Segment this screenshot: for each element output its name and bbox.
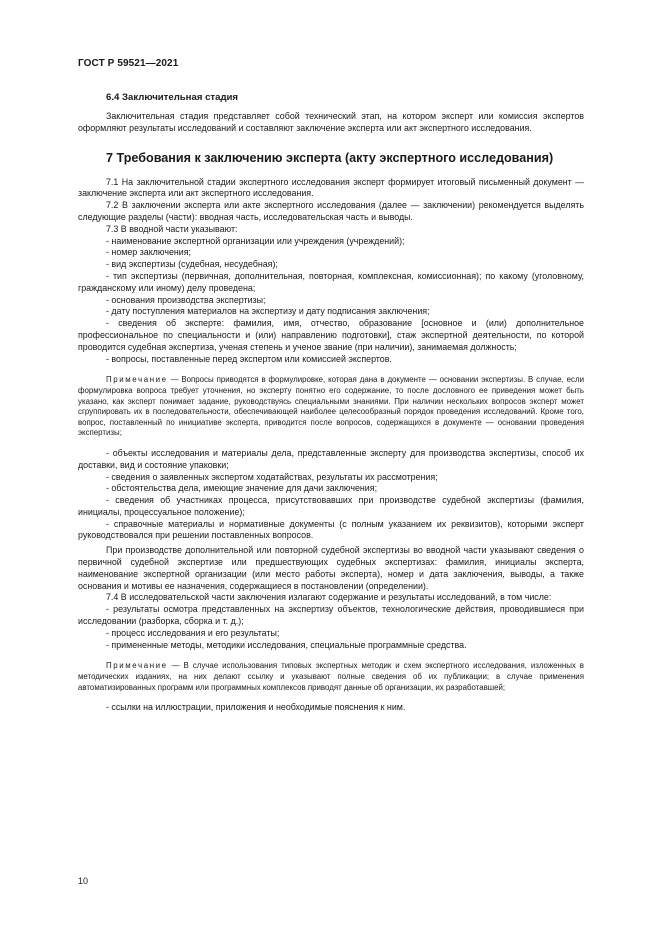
- list-item: - основания производства экспертизы;: [106, 294, 266, 305]
- note-label: Примечание: [106, 661, 168, 671]
- list-item: - дату поступления материалов на экспертизу и дату подписания заключения;: [106, 306, 430, 317]
- paragraph-7-2: 7.2 В заключении эксперта или акте экспертного исследования (далее — заключении) рекомендуется выделять следующие разделы (части): вводная часть, исследовательская часть и выводы.: [78, 200, 584, 222]
- page-body: [78, 92, 584, 714]
- paragraph-7-4: 7.4 В исследовательской части заключения излагают содержание и результаты исследований, в том числе:: [106, 592, 552, 603]
- list-item: - номер заключения;: [106, 247, 192, 258]
- page-number: 10: [78, 876, 89, 886]
- list-item: - тип экспертизы (первичная, дополнительная, повторная, комплексная, комиссионная); по какому (уголовному, гражданскому или иному) делу проведена;: [78, 270, 584, 293]
- list-item: - сведения об эксперте: фамилия, имя, отчество, образование [основное и (или) дополнительное профессиональное по специальности и (или) направлению подготовки], стаж экспертной деятельности, по которой проводится судебная экспертиза, ученая степень и ученое звание (при наличии), занимаемая должность;: [78, 318, 584, 352]
- list-item: - вопросы, поставленные перед экспертом или комиссией экспертов.: [106, 353, 392, 364]
- list-item: - объекты исследования и материалы дела, представленные эксперту для производства экспертизы, способ их доставки, вид и состояние упаковки;: [78, 447, 584, 470]
- list-item: - обстоятельства дела, имеющие значение для дачи заключения;: [106, 483, 378, 494]
- section-7-heading: 7 Требования к заключению эксперта (акту экспертного исследования): [106, 150, 554, 165]
- section-6-4-paragraph: Заключительная стадия представляет собой технический этап, на котором эксперт или комиссия экспертов оформляют результаты исследований и составляют заключение эксперта или акт экспертного исследования.: [78, 111, 584, 133]
- list-item: - сведения о заявленных экспертом ходатайствах, результаты их рассмотрения;: [106, 471, 438, 482]
- note-methods: [78, 661, 584, 693]
- paragraph-repeat-expertise: При производстве дополнительной или повторной судебной экспертизы во вводной части указывают сведения о первичной судебной экспертизе или предшествующих судебных экспертизах: фамилия, инициалы эксперта, наименование экспертной организации (или место работы эксперта), номер и дата заключения, выводы, а также основания и мотивы ее назначения, содержащиеся в постановлении (определении).: [78, 545, 584, 591]
- list-item: - справочные материалы и нормативные документы (с полным указанием их реквизитов), которыми эксперт руководствовался при решении поставленных вопросов.: [78, 518, 584, 541]
- list-item: - ссылки на иллюстрации, приложения и необходимые пояснения к ним.: [106, 702, 406, 713]
- paragraph-7-3: 7.3 В вводной части указывают:: [106, 223, 238, 234]
- list-item: - примененные методы, методики исследования, специальные программные средства.: [106, 639, 467, 650]
- paragraph-7-1: 7.1 На заключительной стадии экспертного исследования эксперт формирует итоговый письменный документ — заключение эксперта или акт экспертного исследования.: [78, 176, 584, 199]
- list-item: - вид экспертизы (судебная, несудебная);: [106, 259, 278, 270]
- note-questions: [78, 375, 584, 439]
- note-label: Примечание: [106, 375, 168, 385]
- list-item: - результаты осмотра представленных на экспертизу объектов, технологические действия, проводившиеся при исследовании (разборка, сборка и т. д.);: [78, 604, 584, 627]
- document-id-header: ГОСТ Р 59521—2021: [78, 58, 179, 69]
- note-text: — В случае использования типовых экспертных методик и схем экспертного исследования, изложенных в методических изданиях, на них делают ссылку и указывают полные сведения об их публикации; в случае применения автоматизированных программ или программных комплексов приводят данные об организации, их разработавшей;: [78, 661, 584, 692]
- note-text: — Вопросы приводятся в формулировке, которая дана в документе — основании экспертизы. В случае, если формулировка вопроса требует уточнения, но эксперту понятно его содержание, то после дословного ее приведения может быть указано, как эксперт понимает задание, руководствуясь специальными знаниями. При наличии нескольких вопросов эксперт может сгруппировать их в последовательности, обеспечивающей наиболее целесообразный порядок проведения исследований. Кроме того, вопрос, поставленный по инициативе эксперта, приводится после вопросов, содержащихся в документе — основании проведения экспертизы;: [78, 375, 584, 438]
- section-6-4-heading: 6.4 Заключительная стадия: [106, 92, 239, 103]
- list-item: - процесс исследования и его результаты;: [106, 627, 280, 638]
- list-item: - наименование экспертной организации или учреждения (учреждений);: [106, 235, 405, 246]
- list-item: - сведения об участниках процесса, присутствовавших при производстве судебной экспертизы (фамилия, инициалы, процессуальное положение);: [78, 495, 584, 517]
